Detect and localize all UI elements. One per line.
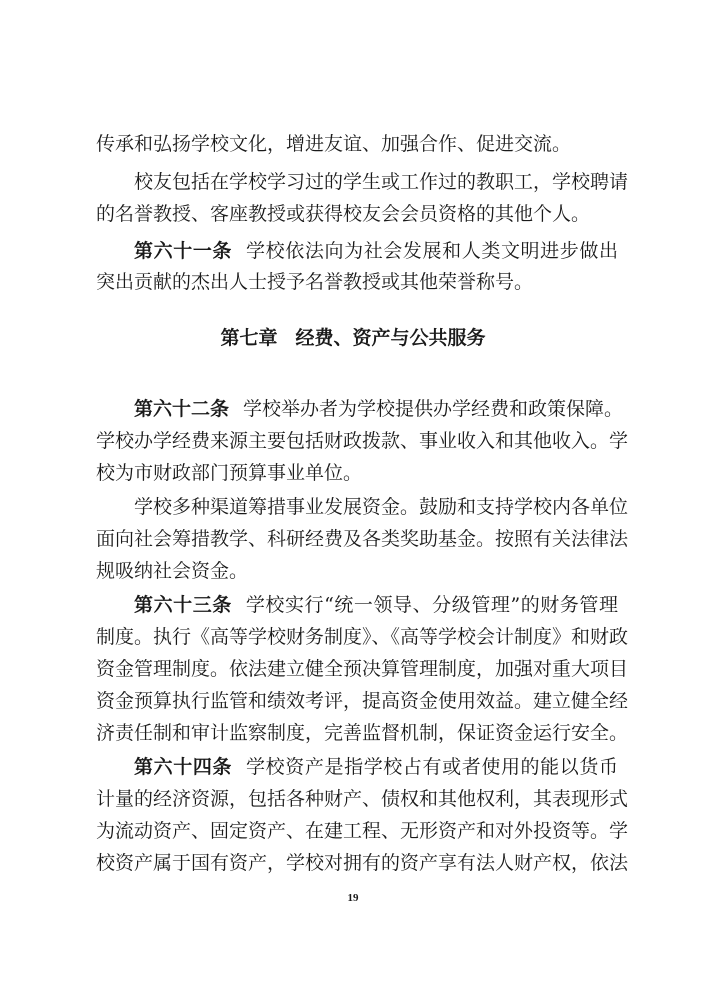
paragraph-line: 学校多种渠道筹措事业发展资金。鼓励和支持学校内各单位 [134,496,629,518]
article-text: 学校资产是指学校占有或者使用的能以货币 [246,756,618,778]
paragraph-line: 为流动资产、固定资产、在建工程、无形资产和对外投资等。学 [96,820,629,842]
paragraph-line: 校为市财政部门预算事业单位。 [96,462,363,484]
article-text: 学校依法向为社会发展和人类文明进步做出 [246,240,618,262]
article-number: 第六十二条 [134,398,230,420]
article-number: 第六十四条 [134,756,233,778]
chapter-number: 第七章 [220,327,278,349]
paragraph-line: 资金预算执行监管和绩效考评，提高资金使用效益。建立健全经 [96,690,629,712]
paragraph-line: 学校办学经费来源主要包括财政拨款、事业收入和其他收入。学 [96,430,629,452]
article-62-line [134,393,624,425]
page-number: 19 [347,892,359,904]
article-text: 学校举办者为学校提供办学经费和政策保障。 [243,398,624,420]
article-number: 第六十一条 [134,240,233,262]
article-text: 学校实行“统一领导、分级管理”的财务管理 [245,594,618,616]
chapter-heading [0,322,706,354]
article-number: 第六十三条 [134,594,232,616]
chapter-title: 经费、资产与公共服务 [295,327,486,349]
paragraph-line: 的名誉教授、客座教授或获得校友会会员资格的其他个人。 [96,203,591,225]
paragraph-line: 传承和弘扬学校文化，增进友谊、加强合作、促进交流。 [96,133,572,155]
paragraph-line: 校友包括在学校学习过的学生或工作过的教职工，学校聘请 [134,171,629,193]
paragraph-line: 济责任制和审计监察制度，完善监督机制，保证资金运行安全。 [96,722,629,744]
article-61-line [134,235,618,267]
paragraph-line: 突出贡献的杰出人士授予名誉教授或其他荣誉称号。 [96,271,534,293]
paragraph-line: 计量的经济资源，包括各种财产、债权和其他权利，其表现形式 [96,788,629,810]
paragraph-line: 资金管理制度。依法建立健全预决算管理制度，加强对重大项目 [96,658,629,680]
paragraph-line: 面向社会筹措教学、科研经费及各类奖助基金。按照有关法律法 [96,528,629,550]
paragraph-line: 校资产属于国有资产，学校对拥有的资产享有法人财产权，依法 [96,852,629,874]
article-64-line [134,751,618,783]
paragraph-line: 规吸纳社会资金。 [96,560,249,582]
article-63-line [134,589,618,621]
paragraph-line: 制度。执行《高等学校财务制度》、《高等学校会计制度》和财政 [96,626,629,648]
